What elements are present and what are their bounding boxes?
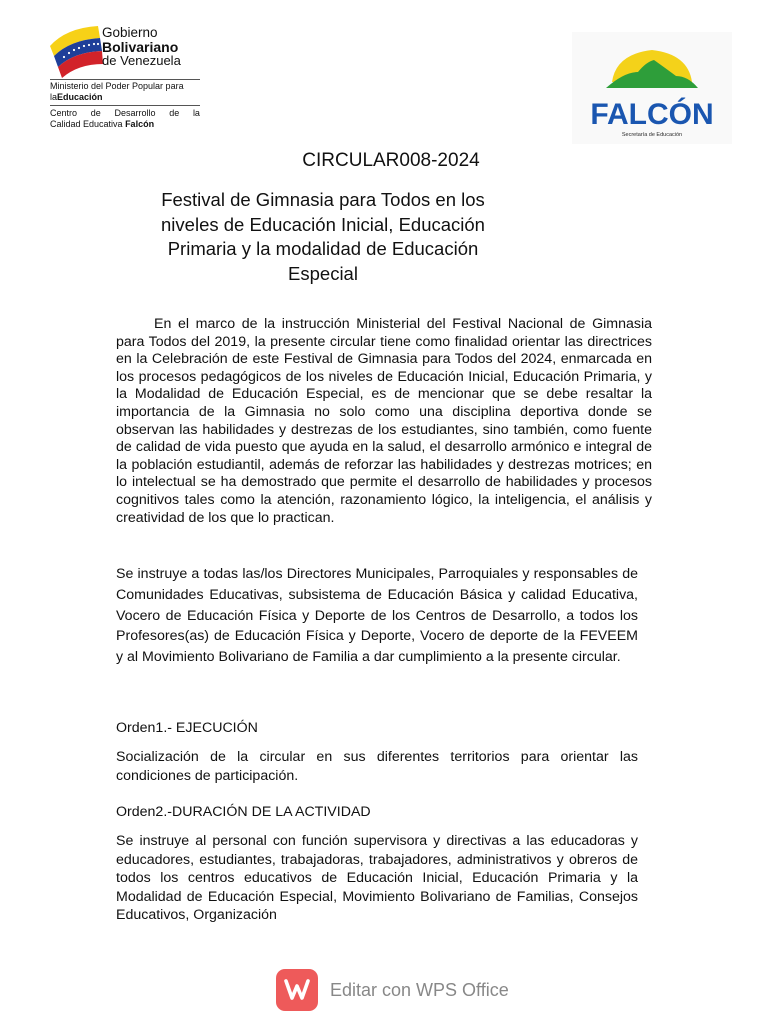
centro-line2 xyxy=(50,119,200,130)
gov-logo-text xyxy=(102,26,181,68)
ministerio-educacion: Educación xyxy=(57,92,103,102)
falcon-logo-name: FALCÓN xyxy=(590,98,714,131)
title-line: Especial xyxy=(288,262,358,284)
document-title xyxy=(132,188,514,286)
falcon-logo-subtitle: Secretaría de Educación xyxy=(621,132,683,138)
centro-falcon: Falcón xyxy=(125,119,155,129)
ministerio-la: la xyxy=(50,92,58,102)
ministerio-line1: Ministerio del Poder Popular para xyxy=(50,81,184,91)
centro-word: de xyxy=(169,108,180,118)
venezuela-flag-icon xyxy=(46,24,106,78)
gobierno-bolivariano-logo xyxy=(46,24,202,138)
centro-calidad: Calidad Educativa xyxy=(50,119,123,129)
centro-line1 xyxy=(50,108,200,119)
orden1-heading: Orden1.- EJECUCIÓN xyxy=(116,720,258,736)
centro-word: Centro xyxy=(50,108,78,118)
circular-number: CIRCULAR008-2024 xyxy=(302,150,480,171)
ministerio-line2 xyxy=(50,92,202,103)
title-line: niveles de Educación Inicial, Educación xyxy=(161,213,485,235)
title-line: Festival de Gimnasia para Todos en los xyxy=(161,189,485,210)
centro-label xyxy=(50,108,200,130)
paragraph-intro: En el marco de la instrucción Ministerial del Festival Nacional de Gimnasia para Todos del 2019, la presente circular tiene como finalidad orientar las directrices en la Celebración de este Festival de Gimnasia para Todos del 2024, enmarcada en los procesos pedagógicos de los niveles de Educación Inicial, Educación Primaria, y la Modalidad de Educación Especial, es de mencionar que se debe resaltar la importancia de la Gimnasia no solo como una disciplina deportiva donde se observan las habilidades y destrezas de los estudiantes, sino también, como fuente de calidad de vida puesto que ayuda en la salud, el desarrollo armónico e integral de la población estudiantil, además de reforzar las habilidades y destrezas motrices; en lo intelectual se ha demostrado que permite el desarrollo de habilidades y procesos cognitivos tales como la atención, razonamiento lógico, la inteligencia, el análisis y creatividad de los que lo practican. xyxy=(116,316,652,526)
falcon-logo xyxy=(572,32,732,144)
orden2-heading: Orden2.-DURACIÓN DE LA ACTIVIDAD xyxy=(116,804,371,820)
wps-edit-banner[interactable] xyxy=(276,968,509,1012)
paragraph-instruction: Se instruye a todas las/los Directores Municipales, Parroquiales y responsables de Comunidades Educativas, subsistema de Educación Básica y calidad Educativa, Vocero de Educación Física y Deporte de los Centros de Desarrollo, a todos los Profesores(as) de Educación Física y Deporte, Vocero de deporte de la FEVEEM y al Movimiento Bolivariano de Familia a dar cumplimiento a la presente circular. xyxy=(116,566,638,666)
wps-edit-label: Editar con WPS Office xyxy=(330,979,509,1000)
gov-logo-divider xyxy=(50,79,200,80)
gov-logo-line3: de Venezuela xyxy=(102,53,181,68)
centro-word: Desarrollo xyxy=(114,108,156,118)
orden2-text: Se instruye al personal con función supervisora y directivas a las educadoras y educadores, estudiantes, trabajadoras, trabajadores, administrativos y obreros de todos los centros educativos de Educación Inicial, Educación Primaria y la Modalidad de Educación Especial, Movimiento Bolivariano de Familias, Consejos Educativos, Organización xyxy=(116,833,638,924)
ministerio-label xyxy=(50,81,202,103)
gov-logo-divider-2 xyxy=(50,105,200,106)
orden1-text: Socialización de la circular en sus diferentes territorios para orientar las condiciones de participación. xyxy=(116,749,638,784)
gov-logo-line2: Bolivariano xyxy=(102,39,179,55)
title-line: Primaria y la modalidad de Educación xyxy=(167,238,479,259)
wps-office-icon xyxy=(276,969,318,1011)
gov-logo-line1: Gobierno xyxy=(102,25,158,40)
centro-word: la xyxy=(192,108,200,118)
centro-word: de xyxy=(90,108,101,118)
falcon-emblem-icon xyxy=(572,32,732,144)
